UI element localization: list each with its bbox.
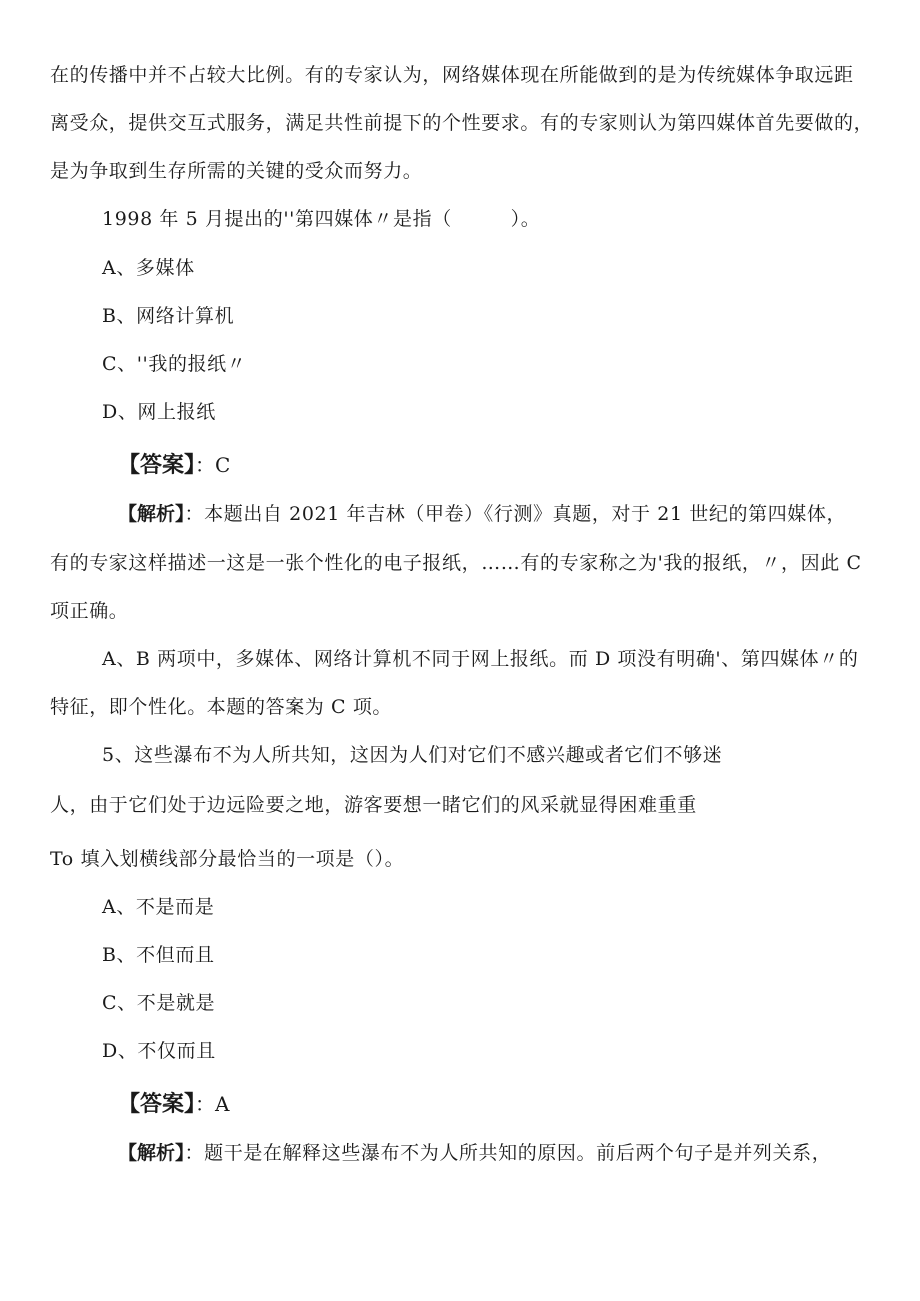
analysis-label: 【解析】 [118, 503, 185, 525]
answer-value: ：A [195, 1092, 230, 1116]
question5-option-c: C、不是就是 [102, 992, 216, 1014]
question4-option-b: B、网络计算机 [102, 305, 235, 327]
question5-option-b: B、不但而且 [102, 944, 215, 966]
question5-stem-line-3: To 填入划横线部分最恰当的一项是（）。 [50, 848, 405, 870]
answer-label: 【答案】 [118, 453, 196, 478]
question5-option-a: A、不是而是 [102, 896, 215, 918]
analysis-text: ：题干是在解释这些瀑布不为人所共知的原因。前后两个句子是并列关系， [184, 1142, 832, 1164]
question4-stem: 1998 年 5 月提出的''第四媒体〃是指（ ）。 [102, 208, 541, 230]
question4-analysis-line-2: 有的专家这样描述一这是一张个性化的电子报纸，……有的专家称之为'我的报纸，〃，因此 C [50, 552, 862, 574]
question5-analysis-first [118, 1139, 831, 1168]
question4-analysis-line-5: 特征，即个性化。本题的答案为 C 项。 [50, 696, 393, 718]
intro-line-3: 是为争取到生存所需的关键的受众而努力。 [50, 160, 423, 182]
question5-answer [118, 1090, 229, 1120]
analysis-text: ：本题出自 2021 年吉林（甲卷）《行测》真题，对于 21 世纪的第四媒体， [184, 503, 847, 525]
question5-stem-line-1: 5、这些瀑布不为人所共知，这因为人们对它们不感兴趣或者它们不够迷 [102, 744, 723, 766]
question4-answer [118, 451, 230, 481]
question4-analysis-first [118, 500, 846, 529]
question4-option-d: D、网上报纸 [102, 401, 216, 423]
question4-option-c: C、''我的报纸〃 [102, 353, 247, 375]
intro-line-2: 离受众，提供交互式服务，满足共性前提下的个性要求。有的专家则认为第四媒体首先要做的， [50, 112, 874, 134]
question5-stem-line-2: 人，由于它们处于边远险要之地，游客要想一睹它们的风采就显得困难重重 [50, 794, 697, 816]
question4-analysis-line-4: A、B 两项中，多媒体、网络计算机不同于网上报纸。而 D 项没有明确'、第四媒体〃的 [102, 648, 859, 670]
analysis-label: 【解析】 [118, 1142, 185, 1164]
answer-value: ：C [195, 453, 231, 477]
intro-line-1: 在的传播中并不占较大比例。有的专家认为，网络媒体现在所能做到的是为传统媒体争取远距 [50, 64, 854, 86]
question4-option-a: A、多媒体 [102, 257, 195, 279]
question5-option-d: D、不仅而且 [102, 1040, 216, 1062]
answer-label: 【答案】 [118, 1092, 196, 1117]
question4-analysis-line-3: 项正确。 [50, 600, 129, 622]
